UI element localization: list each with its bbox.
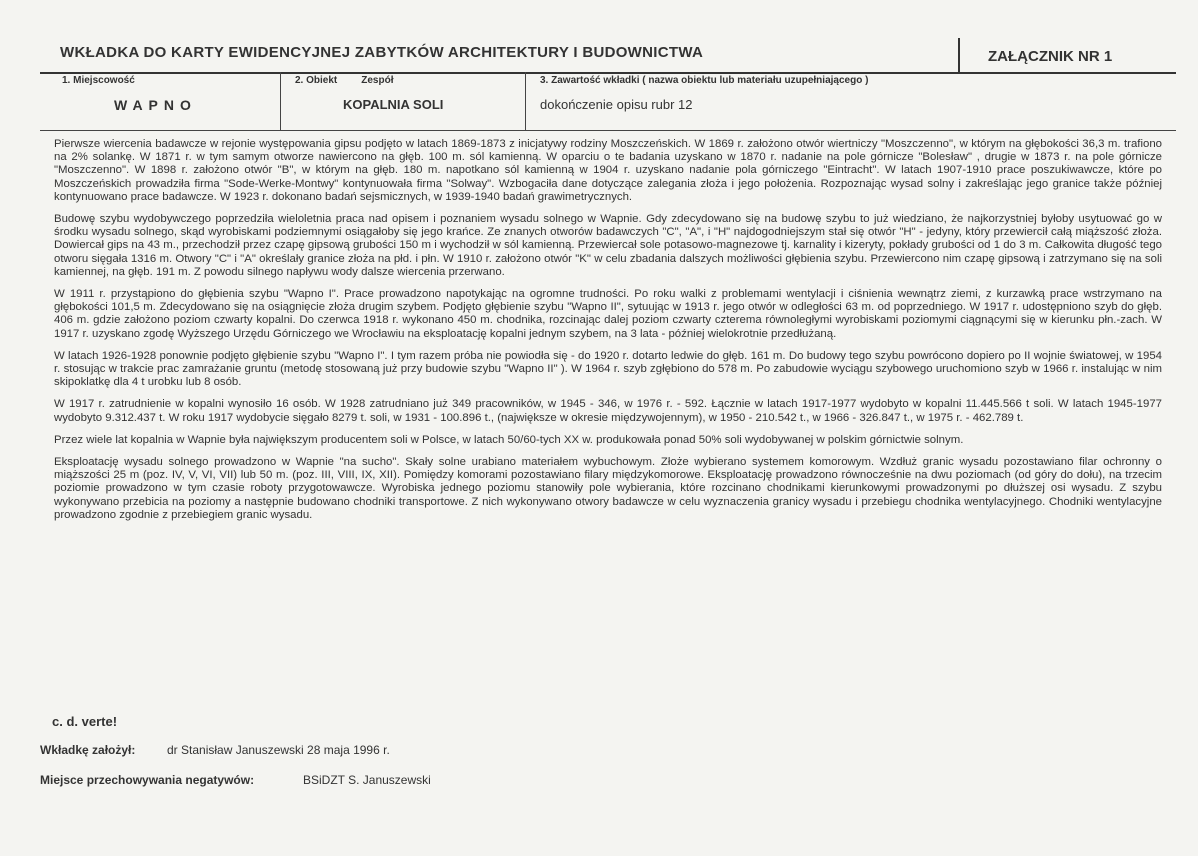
object-label-group [295, 75, 393, 86]
author-value: dr Stanisław Januszewski 28 maja 1996 r. [167, 743, 390, 757]
content-field [526, 72, 1176, 130]
negatives-label: Miejsce przechowywania negatywów: [40, 773, 255, 787]
paragraph: W latach 1926-1928 ponownie podjęto głębienie szybu "Wapno I". I tym razem próba nie powiodła się - do 1920 r. dotarto ledwie do głęb. 161 m. Do budowy tego szybu powrócono dopiero po II wojnie światowej, w 1954 r. stosując w trakcie prac zamrażanie gruntu (metodę stosowaną już przy budowie szybu "Wapno II" ). W 1964 r. szyb zgłębiono do 578 m. Po zabudowie wyciągu szybowego uruchomiono szyb w 1966 r. instalując w nim skipoklatkę dla 4 t urobku lub 8 osób. [54, 349, 1162, 389]
locality-field [40, 72, 281, 130]
appendix-box [958, 38, 1178, 72]
paragraph: Eksploatację wysadu solnego prowadzono w Wapnie "na sucho". Skały solne urabiano materiałem wybuchowym. Złoże wybierano systemem komorowym. Wzdłuż granic wysadu pozostawiano filar ochronny o miąższości 25 m (poz. IV, V, VI, VII) lub 50 m. (poz. III, VIII, IX, XII). Pomiędzy komorami pozostawiano filary międzykomorowe. Eksploatację prowadzono równocześnie na dwu poziomach (od góry do dołu), na trzecim poziomie prowadzono w tym czasie roboty przygotowawcze. Wyrobiska jednego poziomu stanowiły pole wybierania, które rozcinano chodnikami kierunkowymi prowadzonymi po dłuższej osi wysadu. Z szybu wykonywano przebicia na poziomy a następnie budowano chodniki transportowe. Z nich wykonywano otwory badawcze w celu wyznaczenia granicy wysadu i przebiegu chodnika wentylacyjnego. Chodniki wentylacyjne prowadzono zgodnie z przebiegiem granic wysadu. [54, 456, 1162, 521]
card-title: WKŁADKA DO KARTY EWIDENCYJNEJ ZABYTKÓW ARCHITEKTURY I BUDOWNICTWA [60, 44, 704, 61]
paragraph: W 1911 r. przystąpiono do głębienia szybu "Wapno I". Prace prowadzono napotykając na ogromne trudności. Po roku walki z problemami wentylacji i ciśnienia wewnątrz ziemi, z kurzawką prace wstrzymano na głębokości 101,5 m. Zdecydowano się na osiągnięcie złoża drugim szybem. Podjęto głębienie szybu "Wapno II", sytuując w 1913 r. jego otwór w odległości 63 m. od poprzedniego. W 1917 r. udostępniono szyb do głęb. 406 m. gdzie założono poziom czwarty kopalni. Do czerwca 1918 r. wykonano 450 m. chodnika, rozcinając dalej poziom czwarty czterema równoległymi wyrobiskami poziomymi ciągnącymi się w kierunku płn.-zach. W 1917 r. uzyskano zgodę Wyższego Urzędu Górniczego we Wrocławiu na eksploatację kopalni jednym szybem, na 3 lata - później wielokrotnie przedłużaną. [54, 288, 1162, 340]
negatives-value: BSiDZT S. Januszewski [303, 773, 431, 787]
locality-value: WAPNO [114, 97, 197, 113]
content-label: 3. Zawartość wkładki ( nazwa obiektu lub materiału uzupełniającego ) [540, 75, 869, 86]
paragraph: Przez wiele lat kopalnia w Wapnie była największym producentem soli w Polsce, w latach 50/60-tych XX w. produkowała ponad 50% soli wydobywanej w polskim górnictwie solnym. [54, 433, 964, 446]
object-value: KOPALNIA SOLI [343, 97, 444, 112]
paragraph: Pierwsze wiercenia badawcze w rejonie występowania gipsu podjęto w latach 1869-1873 z inicjatywy rodziny Moszczeńskich. W 1869 r. założono otwór wiertniczy "Moszczenno", w którym na głębokości 36,3 m. trafiono na 2% solankę. W 1871 r. w tym samym otworze nawiercono na głęb. 100 m. sól kamienną. W oparciu o te badania uzyskano w 1870 r. nadanie na pole górnicze "Bolesław" , drugie w 1873 r. na pole górnicze "Moszczenno". W 1898 r. założono otwór "B", w którym na głęb. 180 m. napotkano sól kamienną w 1904 r. uzyskano nadanie pola górniczego "Eintracht". W latach 1907-1910 prace poszukiwawcze, które po Moszczeńskich prowadziła firma "Sode-Werke-Montwy" kontynuowała firma "Solway". Wzbogaciła dane dotyczące zalegania złoża i jego położenia. Rozpoznając wysad solny i zakreślając jego granice także później kontynuowano prace badawcze. W 1923 r. dokonano badań sejsmicznych, w 1939-1940 badań grawimetrycznych. [54, 138, 1162, 203]
object-sub-label: Zespół [361, 75, 394, 86]
content-value: dokończenie opisu rubr 12 [540, 97, 693, 112]
paragraph: W 1917 r. zatrudnienie w kopalni wynosiło 16 osób. W 1928 zatrudniano już 349 pracowników, w 1945 - 346, w 1976 r. - 592. Łącznie w latach 1917-1977 wydobyto w kopalni 11.445.566 t soli. W latach 1945-1977 wydobyto 9.312.437 t. W roku 1917 wydobycie sięgało 8279 t. soli, w 1931 - 100.896 t., (największe w okresie międzywojennym), w 1950 - 210.542 t., w 1966 - 326.847 t., w 1975 r. - 462.789 t. [54, 398, 1162, 424]
description-body [54, 138, 1162, 531]
fields-row [40, 72, 1176, 131]
author-label: Wkładkę założył: [40, 743, 136, 757]
appendix-label: ZAŁĄCZNIK NR 1 [988, 48, 1113, 65]
paragraph: Budowę szybu wydobywczego poprzedziła wieloletnia praca nad opisem i poznaniem wysadu solnego w Wapnie. Gdy zdecydowano się na budowę szybu to już wiedziano, że najkorzystniej byłoby usytuować go w środku wysadu solnego, skąd wyrobiskami podziemnymi osiągałoby się jego krańce. Ze znanych otworów badawczych "C", "A", i "H" najdogodniejszym stał się otwór "H" - jedyny, który przewiercił całą miąższość złoża. Dowiercał gips na 43 m., przechodził przez czapę gipsową grubości 150 m i wychodził w sól kamienną. Przewiercał sole potasowo-magnezowe tj. karnality i kizeryty, pokłady grubości od 1 do 3 m. Całkowita długość tego otworu sięgała 1316 m. Otwory "C" i "A" określały granice złoża na płd. i płn. W 1910 r. założono otwór "K" w celu zbadania dalszych możliwości głębienia szybu. Przewiercono nim czapę gipsową i zatrzymano się na soli kamiennej, na głęb. 191 m. Z powodu silnego napływu wody dalsze wiercenia przerwano. [54, 213, 1162, 278]
locality-label: 1. Miejscowość [62, 75, 135, 86]
header-row [40, 38, 1176, 74]
continuation-note: c. d. verte! [52, 714, 118, 729]
object-field [281, 72, 526, 130]
object-label: 2. Obiekt [295, 75, 338, 86]
